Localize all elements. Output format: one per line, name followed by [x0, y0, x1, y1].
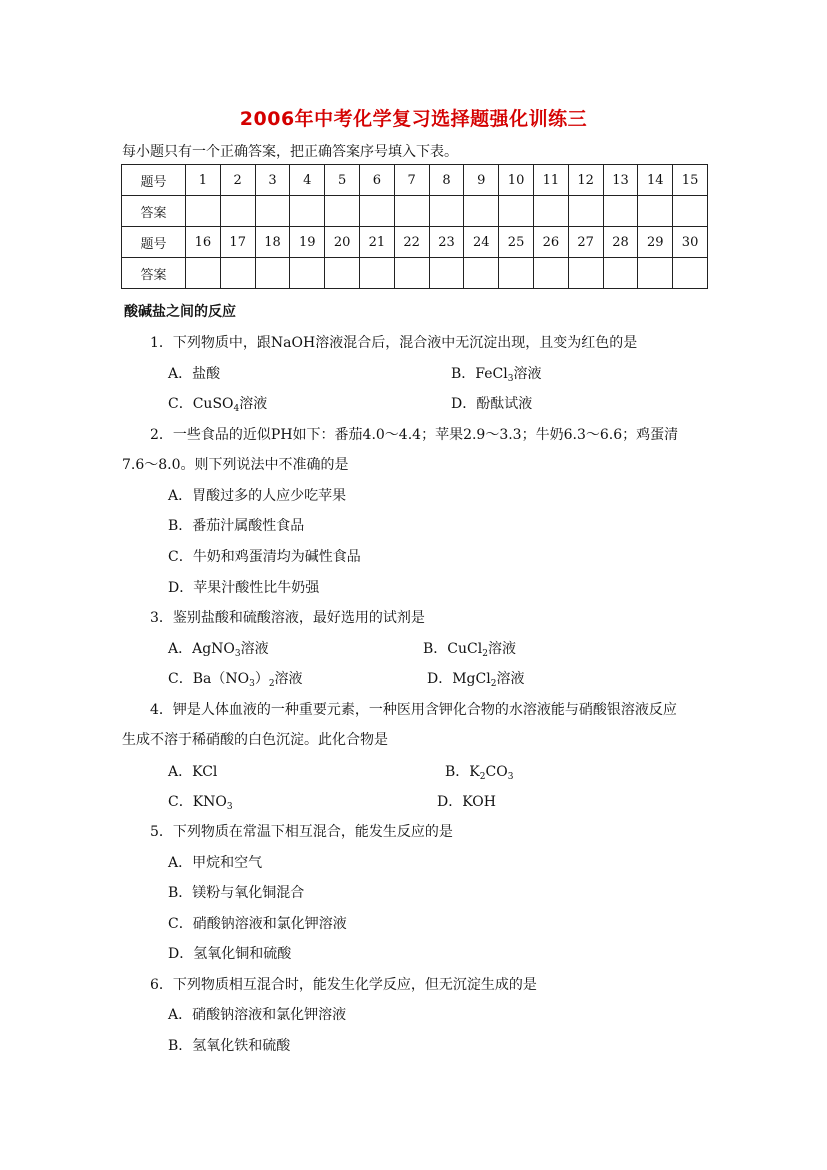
answer-cell[interactable] [359, 258, 394, 289]
number-cell: 11 [533, 165, 568, 196]
number-cell: 4 [290, 165, 325, 196]
answer-cell[interactable] [638, 196, 673, 227]
question-2-option-c: C．牛奶和鸡蛋清均为碱性食品 [168, 549, 361, 565]
number-cell: 17 [220, 227, 255, 258]
question-1-option-d: D．酚酞试液 [451, 396, 533, 412]
question-4-option-d: D．KOH [437, 794, 496, 810]
answer-cell[interactable] [638, 258, 673, 289]
number-cell: 30 [673, 227, 708, 258]
answer-cell[interactable] [394, 258, 429, 289]
number-cell: 1 [186, 165, 221, 196]
question-2-option-a: A．胃酸过多的人应少吃苹果 [168, 488, 347, 504]
answer-cell[interactable] [255, 258, 290, 289]
number-cell: 21 [359, 227, 394, 258]
table-row-answers-2 [122, 258, 708, 289]
answer-cell[interactable] [186, 258, 221, 289]
number-cell: 10 [499, 165, 534, 196]
question-1-option-b: B．FeCl$_3$溶液 [451, 366, 542, 384]
answer-cell[interactable] [325, 196, 360, 227]
answer-cell[interactable] [533, 196, 568, 227]
question-2-option-b: B．番茄汁属酸性食品 [168, 518, 305, 534]
number-cell: 29 [638, 227, 673, 258]
number-cell: 15 [673, 165, 708, 196]
number-cell: 7 [394, 165, 429, 196]
answer-cell[interactable] [220, 258, 255, 289]
question-1-option-c: C．CuSO$_4$溶液 [168, 396, 268, 414]
question-2-stem-line-2: 7.6～8.0。则下列说法中不准确的是 [122, 457, 349, 473]
answer-cell[interactable] [290, 196, 325, 227]
question-5-option-b: B．镁粉与氧化铜混合 [168, 885, 305, 901]
answer-cell[interactable] [255, 196, 290, 227]
number-cell: 28 [603, 227, 638, 258]
answer-cell[interactable] [533, 258, 568, 289]
answer-cell[interactable] [464, 258, 499, 289]
page-title: 2006年中考化学复习选择题强化训练三 [239, 108, 588, 130]
question-3-option-d: D．MgCl$_2$溶液 [427, 671, 525, 689]
number-cell: 3 [255, 165, 290, 196]
question-3-option-c: C．$Ba(NO_3)_2$溶液 [168, 671, 303, 689]
instruction-text: 每小题只有一个正确答案，把正确答案序号填入下表。 [122, 144, 458, 160]
answer-cell[interactable] [603, 258, 638, 289]
number-cell: 13 [603, 165, 638, 196]
number-cell: 12 [568, 165, 603, 196]
number-cell: 8 [429, 165, 464, 196]
answer-cell[interactable] [499, 258, 534, 289]
answer-cell[interactable] [325, 258, 360, 289]
number-cell: 25 [499, 227, 534, 258]
answer-cell[interactable] [220, 196, 255, 227]
question-3-stem: 3．鉴别盐酸和硫酸溶液，最好选用的试剂是 [150, 610, 425, 626]
question-4-stem-line-1: 4．钾是人体血液的一种重要元素，一种医用含钾化合物的水溶液能与硝酸银溶液反应 [150, 702, 677, 718]
question-1-option-a: A．盐酸 [168, 366, 221, 382]
number-cell: 19 [290, 227, 325, 258]
question-4-option-c: C．$KNO_3$ [168, 794, 233, 812]
question-4-stem-line-2: 生成不溶于稀硝酸的白色沉淀。此化合物是 [122, 732, 388, 748]
table-row-numbers-1 [122, 165, 708, 196]
number-cell: 2 [220, 165, 255, 196]
question-6-stem: 6．下列物质相互混合时，能发生化学反应，但无沉淀生成的是 [150, 977, 537, 993]
number-cell: 9 [464, 165, 499, 196]
number-cell: 24 [464, 227, 499, 258]
table-row-answers-1 [122, 196, 708, 227]
number-cell: 27 [568, 227, 603, 258]
row-label-answer: 答案 [122, 258, 186, 289]
number-cell: 5 [325, 165, 360, 196]
question-4-option-b: B．$K_2CO_3$ [445, 764, 514, 782]
number-cell: 26 [533, 227, 568, 258]
question-5-option-d: D．氢氧化铜和硫酸 [168, 946, 292, 962]
number-cell: 14 [638, 165, 673, 196]
question-2-stem-line-1: 2．一些食品的近似PH如下：番茄4.0～4.4；苹果2.9～3.3；牛奶6.3～6.6；鸡蛋清 [150, 427, 679, 443]
question-5-stem: 5．下列物质在常温下相互混合，能发生反应的是 [150, 824, 453, 840]
answer-cell[interactable] [429, 196, 464, 227]
answer-table [121, 164, 708, 289]
question-6-option-a: A．硝酸钠溶液和氯化钾溶液 [168, 1007, 347, 1023]
question-5-option-a: A．甲烷和空气 [168, 855, 263, 871]
answer-cell[interactable] [673, 258, 708, 289]
answer-cell[interactable] [394, 196, 429, 227]
question-6-option-b: B．氢氧化铁和硫酸 [168, 1038, 291, 1054]
answer-cell[interactable] [499, 196, 534, 227]
question-5-option-c: C．硝酸钠溶液和氯化钾溶液 [168, 916, 347, 932]
answer-cell[interactable] [568, 258, 603, 289]
answer-cell[interactable] [186, 196, 221, 227]
number-cell: 22 [394, 227, 429, 258]
section-heading: 酸碱盐之间的反应 [124, 304, 236, 320]
question-4-option-a: A．KCl [168, 764, 218, 780]
answer-cell[interactable] [359, 196, 394, 227]
question-3-option-b: B．CuCl$_2$溶液 [423, 641, 516, 659]
question-1-stem: 1．下列物质中，跟NaOH溶液混合后，混合液中无沉淀出现，且变为红色的是 [150, 335, 638, 351]
table-row-numbers-2 [122, 227, 708, 258]
answer-cell[interactable] [290, 258, 325, 289]
number-cell: 16 [186, 227, 221, 258]
row-label-number: 题号 [122, 227, 186, 258]
question-2-option-d: D．苹果汁酸性比牛奶强 [168, 580, 320, 596]
number-cell: 23 [429, 227, 464, 258]
row-label-answer: 答案 [122, 196, 186, 227]
row-label-number: 题号 [122, 165, 186, 196]
answer-cell[interactable] [673, 196, 708, 227]
answer-cell[interactable] [568, 196, 603, 227]
answer-cell[interactable] [464, 196, 499, 227]
number-cell: 20 [325, 227, 360, 258]
answer-cell[interactable] [603, 196, 638, 227]
number-cell: 6 [359, 165, 394, 196]
question-3-option-a: A．AgNO$_3$溶液 [168, 641, 269, 659]
number-cell: 18 [255, 227, 290, 258]
answer-cell[interactable] [429, 258, 464, 289]
